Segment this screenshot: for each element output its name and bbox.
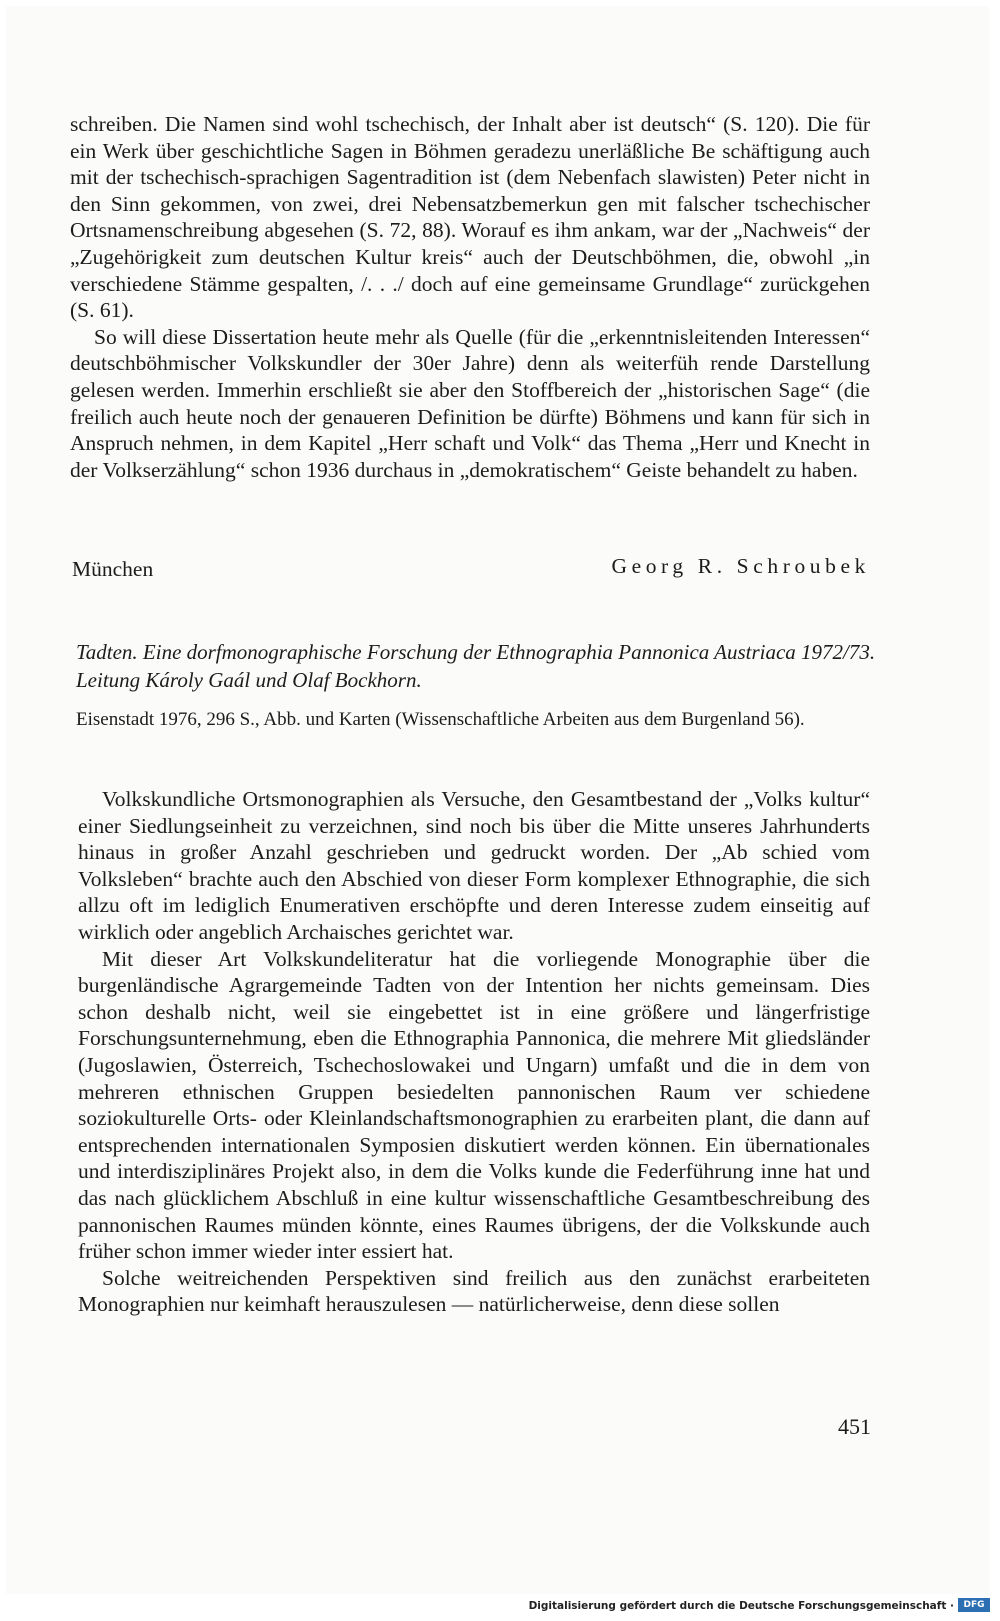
text-line: es ihm ankam, war der „Nachweis“ der „Zugehörigkeit zum deutschen Kultur xyxy=(70,218,871,269)
footer-note: Digitalisierung gefördert durch die Deutsche Forschungsgemeinschaft · xyxy=(528,1600,954,1612)
text-line: rende Darstellung gelesen werden. Immerhin erschließt sie aber den Stoffbereich xyxy=(70,351,871,402)
text-line: dürfte) Böhmens und kann für sich in Anspruch nehmen, in dem Kapitel „Herr xyxy=(70,404,871,456)
text-line: gen mit falscher tschechischer Ortsnamenschreibung abgesehen (S. 72, 88). Worauf xyxy=(70,191,871,243)
signature-place: München xyxy=(72,557,154,581)
text-line: gliedsländer (Jugoslawien, Österreich, Tschechoslowakei und Ungarn) umfaßt und xyxy=(78,1026,870,1077)
text-line: kunde die Federführung inne hat und das nach glücklichem Abschluß in eine kultur xyxy=(78,1159,870,1210)
text-line: plant, die dann auf entsprechenden internationalen Symposien diskutiert werden xyxy=(78,1106,870,1157)
text-line: essiert hat. xyxy=(361,1239,454,1264)
text-line: können. Ein übernationales und interdisziplinäres Projekt also, in dem die Volks xyxy=(78,1132,870,1184)
previous-review-text xyxy=(70,111,870,483)
text-line: Forschungsunternehmung, eben die Ethnographia Pannonica, die mehrere Mit xyxy=(78,1026,759,1051)
text-line: Dies schon deshalb nicht, weil sie eingebettet ist in eine größere und längerfristige xyxy=(78,973,870,1024)
text-line: Mit dieser Art Volkskundeliteratur hat die vorliegende Monographie über die xyxy=(102,946,870,971)
text-line: So will diese Dissertation heute mehr als Quelle (für die „erkenntnisleitenden xyxy=(94,324,774,349)
text-line: Die für ein Werk über geschichtliche Sagen in Böhmen geradezu unerläßliche Be xyxy=(70,112,870,163)
bibliographic-info: Eisenstadt 1976, 296 S., Abb. und Karten (Wissenschaftliche Arbeiten aus dem Burgenland 56). xyxy=(76,709,805,730)
text-line: eines Raumes übrigens, der die Volkskunde auch früher schon immer wieder inter xyxy=(78,1212,870,1264)
review-title: Tadten. Eine dorfmonographische Forschung der Ethnographia Pannonica Austriaca 1972/73. Leitung Károly Gaál und Olaf Bockhorn. xyxy=(76,640,876,692)
paragraph xyxy=(78,1265,870,1318)
text-line: Interesse zudem einseitig auf wirklich oder angeblich Archaisches gerichtet war. xyxy=(78,893,870,944)
text-line: die in dem von mehreren ethnischen Gruppen besiedelten pannonischen Raum ver xyxy=(78,1052,870,1104)
text-line: schaft und Volk“ das Thema „Herr und Knecht in der Volkserzählung“ schon xyxy=(70,431,871,482)
text-line: slawisten) Peter nicht in den Sinn gekommen, von zwei, drei Nebensatzbemerkun xyxy=(70,165,871,216)
paragraph xyxy=(70,324,870,484)
text-line: der „historischen Sage“ (die freilich auch heute noch der genaueren Definition be xyxy=(70,377,870,429)
text-line: kreis“ auch der Deutschböhmen, die, obwohl „in verschiedene Stämme gespalten, xyxy=(70,244,870,296)
text-line: Ethnographie, die sich allzu oft im lediglich Enumerativen erschöpfte und deren xyxy=(78,866,870,918)
text-line: schiedene soziokulturelle Orts- oder Kleinlandschaftsmonographien zu erarbeiten xyxy=(78,1079,870,1131)
text-line: burgenländische Agrargemeinde Tadten von der Intention her nichts gemeinsam. xyxy=(78,973,831,998)
text-line: Solche weitreichenden Perspektiven sind freilich aus den zunächst erarbeiteten xyxy=(102,1265,870,1290)
text-line: 1936 durchaus in „demokratischem“ Geiste behandelt zu haben. xyxy=(306,457,858,482)
text-line: /. . ./ doch auf eine gemeinsame Grundlage“ zurückgehen (S. 61). xyxy=(70,271,870,323)
text-line: wissenschaftliche Gesamtbeschreibung des pannonischen Raumes münden könnte, xyxy=(78,1185,871,1237)
page-number: 451 xyxy=(838,1414,871,1439)
text-line: schreiben. Die Namen sind wohl tschechisch, der Inhalt aber ist deutsch“ (S. 120). xyxy=(70,112,807,136)
dfg-logo-icon: DFG xyxy=(958,1598,990,1612)
text-line: Volkskundliche Ortsmonographien als Versuche, den Gesamtbestand der „Volks xyxy=(102,787,802,811)
text-line: schäftigung auch mit der tschechisch-sprachigen Sagentradition ist (dem Nebenfach xyxy=(70,138,871,190)
signature-name: Georg R. Schroubek xyxy=(611,554,870,578)
text-line: Jahrhunderts hinaus in großer Anzahl geschrieben und gedruckt worden. Der „Ab xyxy=(78,813,870,865)
text-line: Interessen“ deutschböhmischer Volkskundler der 30er Jahre) denn als weiterfüh xyxy=(70,324,870,376)
paragraph xyxy=(78,946,870,1265)
paragraph xyxy=(70,111,870,324)
paragraph xyxy=(78,786,870,946)
text-line: Monographien nur keimhaft herauszulesen — natürlicherweise, denn diese sollen xyxy=(78,1292,780,1317)
text-line: schied vom Volksleben“ brachte auch den Abschied von dieser Form komplexer xyxy=(78,840,870,891)
review-text xyxy=(78,786,870,1318)
text-line: kultur“ einer Siedlungseinheit zu verzeichnen, sind noch bis über die Mitte unseres xyxy=(78,787,871,838)
